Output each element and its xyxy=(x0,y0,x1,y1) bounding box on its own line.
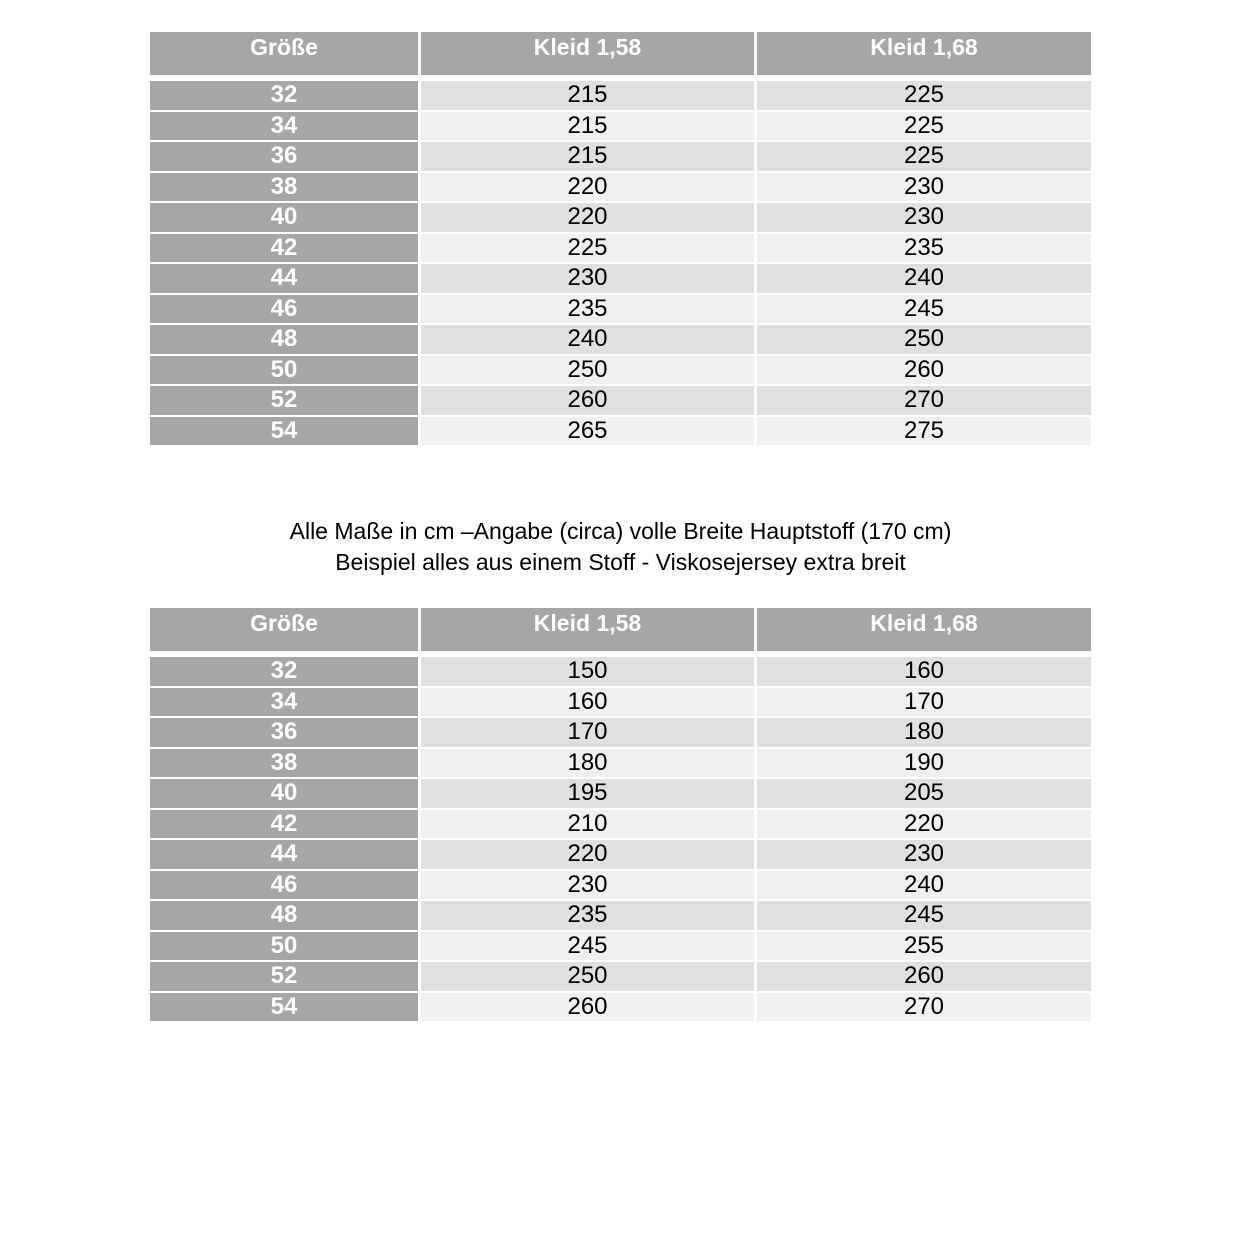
dress-158-cell: 240 xyxy=(421,325,754,354)
dress-168-cell: 270 xyxy=(757,993,1091,1022)
dress-168-cell: 245 xyxy=(757,295,1091,324)
table-row xyxy=(150,234,1091,263)
dress-168-cell: 230 xyxy=(757,173,1091,202)
dress-158-cell: 230 xyxy=(421,264,754,293)
table-row xyxy=(150,779,1091,808)
size-cell: 36 xyxy=(150,142,418,171)
dress-168-cell: 160 xyxy=(757,657,1091,686)
dress-158-cell: 160 xyxy=(421,688,754,717)
fabric-note xyxy=(0,516,1241,578)
size-cell: 46 xyxy=(150,871,418,900)
dress-168-cell: 220 xyxy=(757,810,1091,839)
size-cell: 54 xyxy=(150,993,418,1022)
dress-158-cell: 170 xyxy=(421,718,754,747)
dress-168-cell: 190 xyxy=(757,749,1091,778)
table-row xyxy=(150,901,1091,930)
table-row xyxy=(150,325,1091,354)
header-size: Größe xyxy=(150,32,418,75)
table-row xyxy=(150,356,1091,385)
size-cell: 42 xyxy=(150,810,418,839)
dress-158-cell: 215 xyxy=(421,112,754,141)
dress-168-cell: 170 xyxy=(757,688,1091,717)
header-dress-158: Kleid 1,58 xyxy=(421,608,754,651)
dress-158-cell: 250 xyxy=(421,962,754,991)
dress-168-cell: 230 xyxy=(757,203,1091,232)
table-row xyxy=(150,264,1091,293)
dress-168-cell: 275 xyxy=(757,417,1091,446)
size-cell: 34 xyxy=(150,112,418,141)
dress-158-cell: 230 xyxy=(421,871,754,900)
table-row xyxy=(150,718,1091,747)
size-cell: 44 xyxy=(150,264,418,293)
size-cell: 48 xyxy=(150,325,418,354)
table-row xyxy=(150,386,1091,415)
table-row xyxy=(150,993,1091,1022)
dress-158-cell: 180 xyxy=(421,749,754,778)
dress-168-cell: 260 xyxy=(757,356,1091,385)
dress-158-cell: 195 xyxy=(421,779,754,808)
table-row xyxy=(150,932,1091,961)
table-row xyxy=(150,962,1091,991)
dress-158-cell: 215 xyxy=(421,81,754,110)
table-body xyxy=(150,81,1091,445)
table-row xyxy=(150,173,1091,202)
dress-158-cell: 265 xyxy=(421,417,754,446)
dress-168-cell: 225 xyxy=(757,81,1091,110)
dress-158-cell: 260 xyxy=(421,993,754,1022)
table-header xyxy=(150,32,1091,75)
size-cell: 32 xyxy=(150,657,418,686)
header-dress-158: Kleid 1,58 xyxy=(421,32,754,75)
table-row xyxy=(150,203,1091,232)
size-cell: 46 xyxy=(150,295,418,324)
dress-168-cell: 180 xyxy=(757,718,1091,747)
dress-168-cell: 225 xyxy=(757,142,1091,171)
header-dress-168: Kleid 1,68 xyxy=(757,32,1091,75)
size-cell: 34 xyxy=(150,688,418,717)
size-cell: 32 xyxy=(150,81,418,110)
dress-158-cell: 220 xyxy=(421,203,754,232)
note-line-2: Beispiel alles aus einem Stoff - Viskosejersey extra breit xyxy=(335,549,906,575)
dress-158-cell: 225 xyxy=(421,234,754,263)
table-row xyxy=(150,840,1091,869)
size-cell: 50 xyxy=(150,932,418,961)
dress-168-cell: 235 xyxy=(757,234,1091,263)
size-cell: 52 xyxy=(150,962,418,991)
dress-158-cell: 235 xyxy=(421,295,754,324)
table-row xyxy=(150,81,1091,110)
table-row xyxy=(150,810,1091,839)
dress-168-cell: 225 xyxy=(757,112,1091,141)
size-table-1 xyxy=(150,32,1091,445)
table-row xyxy=(150,417,1091,446)
dress-158-cell: 220 xyxy=(421,173,754,202)
header-dress-168: Kleid 1,68 xyxy=(757,608,1091,651)
dress-158-cell: 250 xyxy=(421,356,754,385)
size-cell: 38 xyxy=(150,749,418,778)
size-cell: 44 xyxy=(150,840,418,869)
dress-168-cell: 270 xyxy=(757,386,1091,415)
dress-168-cell: 230 xyxy=(757,840,1091,869)
table-row xyxy=(150,295,1091,324)
table-row xyxy=(150,749,1091,778)
size-table-2 xyxy=(150,608,1091,1021)
dress-168-cell: 255 xyxy=(757,932,1091,961)
size-cell: 48 xyxy=(150,901,418,930)
table-body xyxy=(150,657,1091,1021)
dress-158-cell: 215 xyxy=(421,142,754,171)
table-row xyxy=(150,142,1091,171)
dress-168-cell: 260 xyxy=(757,962,1091,991)
size-cell: 40 xyxy=(150,779,418,808)
dress-158-cell: 220 xyxy=(421,840,754,869)
table-row xyxy=(150,112,1091,141)
size-cell: 52 xyxy=(150,386,418,415)
dress-168-cell: 205 xyxy=(757,779,1091,808)
dress-168-cell: 250 xyxy=(757,325,1091,354)
dress-168-cell: 240 xyxy=(757,871,1091,900)
dress-158-cell: 260 xyxy=(421,386,754,415)
note-line-1: Alle Maße in cm –Angabe (circa) volle Breite Hauptstoff (170 cm) xyxy=(289,518,952,544)
dress-158-cell: 235 xyxy=(421,901,754,930)
table-row xyxy=(150,871,1091,900)
table-header xyxy=(150,608,1091,651)
dress-168-cell: 240 xyxy=(757,264,1091,293)
table-row xyxy=(150,688,1091,717)
size-cell: 50 xyxy=(150,356,418,385)
dress-158-cell: 245 xyxy=(421,932,754,961)
dress-158-cell: 210 xyxy=(421,810,754,839)
size-cell: 36 xyxy=(150,718,418,747)
size-cell: 54 xyxy=(150,417,418,446)
table-row xyxy=(150,657,1091,686)
dress-168-cell: 245 xyxy=(757,901,1091,930)
header-size: Größe xyxy=(150,608,418,651)
size-cell: 42 xyxy=(150,234,418,263)
size-cell: 38 xyxy=(150,173,418,202)
dress-158-cell: 150 xyxy=(421,657,754,686)
size-cell: 40 xyxy=(150,203,418,232)
